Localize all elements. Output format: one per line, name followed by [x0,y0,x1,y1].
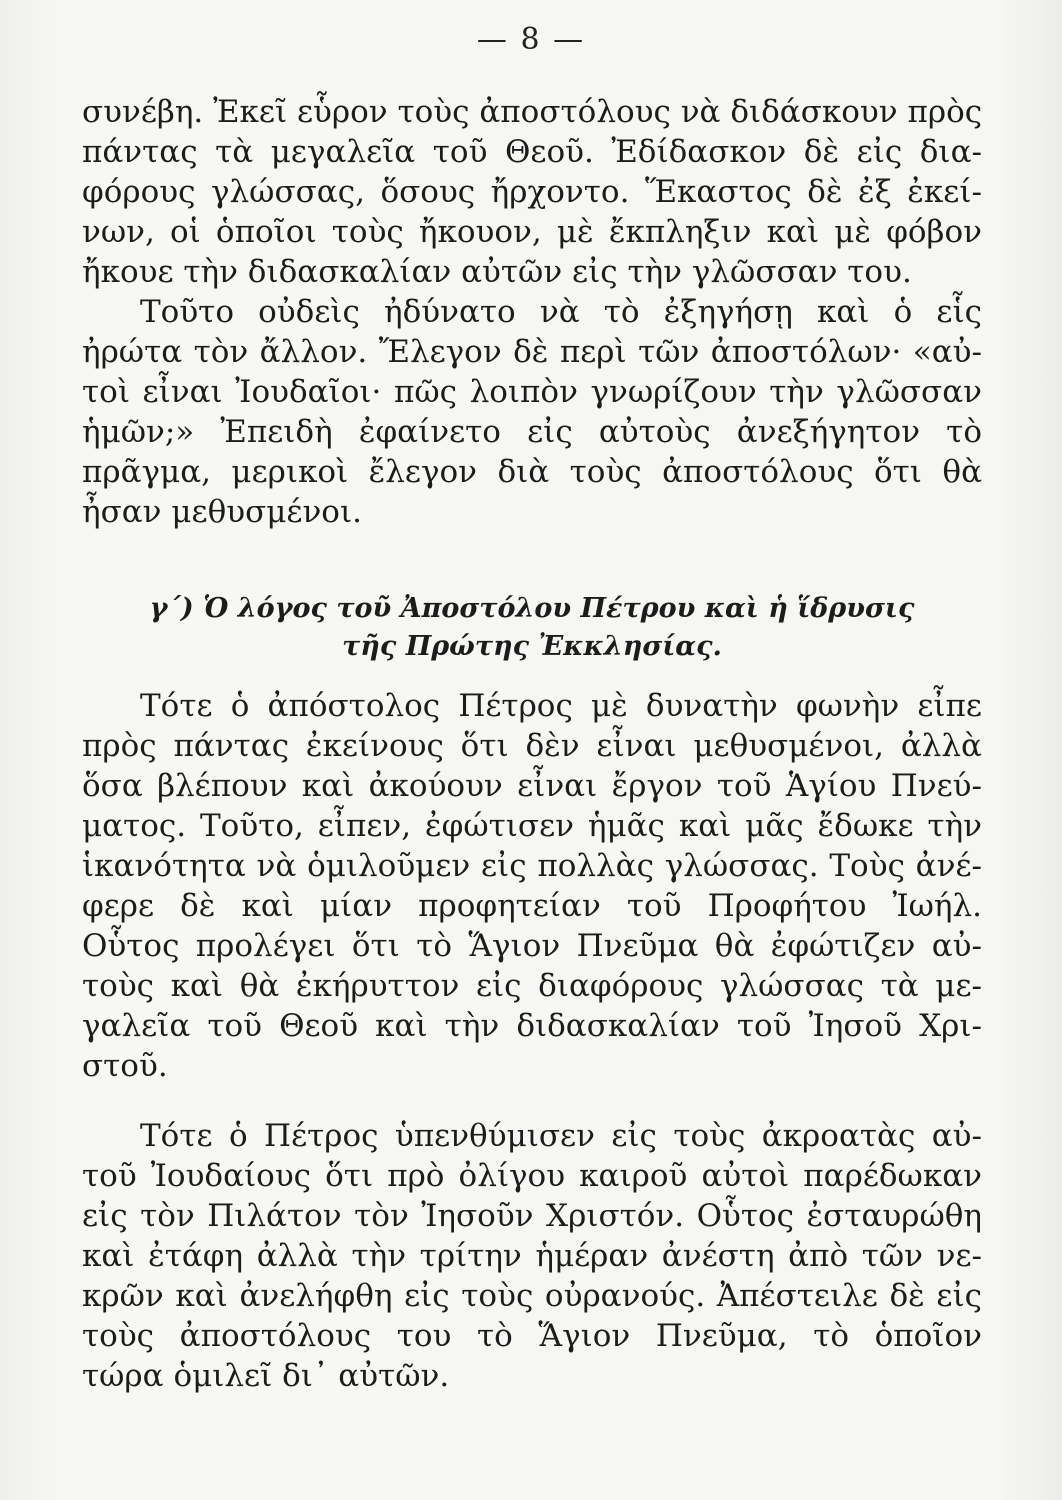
text-line: κρῶν καὶ ἀνελήφθη εἰς τοὺς οὐρανούς. Ἀπέστειλε δὲ εἰς [82,1278,982,1314]
text-line: τώρα ὁμιλεῖ δι᾽ αὐτῶν. [82,1358,450,1394]
text-line: ματος. Τοῦτο, εἶπεν, ἐφώτισεν ἡμᾶς καὶ μᾶς ἔδωκε τὴν [82,808,982,844]
text-line: ἠρώτα τὸν ἄλλον. Ἔλεγον δὲ περὶ τῶν ἀποστόλων· «αὐ- [82,334,982,370]
text-line: εἰς τὸν Πιλάτον τὸν Ἰησοῦν Χριστόν. Οὗτος ἐσταυρώθη [82,1198,982,1234]
heading-line: γ΄) Ὁ λόγος τοῦ Ἀποστόλου Πέτρου καὶ ἡ ἵδρυσις [149,593,915,624]
text-line: στοῦ. [82,1048,168,1084]
text-line: Τότε ὁ ἀπόστολος Πέτρος μὲ δυνατὴν φωνὴν εἶπε [140,688,982,724]
text-line: τοὺς ἀποστόλους του τὸ Ἅγιον Πνεῦμα, τὸ ὁποῖον [82,1318,982,1354]
text-line: τοὺς καὶ θὰ ἐκήρυττον εἰς διαφόρους γλώσσας τὰ με- [82,968,982,1004]
text-line: τοὶ εἶναι Ἰουδαῖοι· πῶς λοιπὸν γνωρίζουν τὴν γλῶσσαν [82,374,982,410]
text-line: συνέβη. Ἐκεῖ εὗρον τοὺς ἀποστόλους νὰ διδάσκουν πρὸς [82,94,983,130]
text-line: ἡμῶν;» Ἐπειδὴ ἐφαίνετο εἰς αὐτοὺς ἀνεξήγητον τὸ [82,414,982,450]
text-line: νων, οἱ ὁποῖοι τοὺς ἤκουον, μὲ ἔκπληξιν καὶ μὲ φόβον [82,214,982,250]
text-line: πρὸς πάντας ἐκείνους ὅτι δὲν εἶναι μεθυσμένοι, ἀλλὰ [82,728,982,764]
paragraph-1 [82,92,982,532]
text-line: φερε δὲ καὶ μίαν προφητείαν τοῦ Προφήτου Ἰωήλ. [82,888,982,924]
text-line: ὅσα βλέπουν καὶ ἀκούουν εἶναι ἔργον τοῦ Ἁγίου Πνεύ- [82,768,982,804]
heading-line: τῆς Πρώτης Ἐκκλησίας. [342,631,722,662]
text-line: ἦσαν μεθυσμένοι. [82,494,362,530]
section-heading [82,590,982,666]
text-line: Τοῦτο οὐδεὶς ἠδύνατο νὰ τὸ ἐξηγήσῃ καὶ ὁ εἷς [140,294,982,330]
page-number: — 8 — [476,22,586,57]
text-line: ἱκανότητα νὰ ὁμιλοῦμεν εἰς πολλὰς γλώσσας. Τοὺς ἀνέ- [82,848,982,884]
text-line: καὶ ἐτάφη ἀλλὰ τὴν τρίτην ἡμέραν ἀνέστη ἀπὸ τῶν νε- [82,1238,982,1274]
text-line: Τότε ὁ Πέτρος ὑπενθύμισεν εἰς τοὺς ἀκροατὰς αὐ- [140,1118,982,1154]
text-line: φόρους γλώσσας, ὅσους ἤρχοντο. Ἕκαστος δὲ ἐξ ἐκεί- [82,174,982,210]
text-line: τοῦ Ἰουδαίους ὅτι πρὸ ὀλίγου καιροῦ αὐτοὶ παρέδωκαν [82,1158,982,1194]
paragraph-2 [82,686,982,1086]
paragraph-3 [82,1116,982,1396]
text-line: ἤκουε τὴν διδασκαλίαν αὐτῶν εἰς τὴν γλῶσσαν του. [82,254,912,290]
text-line: Οὗτος προλέγει ὅτι τὸ Ἅγιον Πνεῦμα θὰ ἐφώτιζεν αὐ- [82,928,982,964]
text-line: πάντας τὰ μεγαλεῖα τοῦ Θεοῦ. Ἐδίδασκον δὲ εἰς δια- [82,134,982,170]
text-line: πρᾶγμα, μερικοὶ ἔλεγον διὰ τοὺς ἀποστόλους ὅτι θὰ [82,454,982,490]
text-line: γαλεῖα τοῦ Θεοῦ καὶ τὴν διδασκαλίαν τοῦ Ἰησοῦ Χρι- [82,1008,982,1044]
